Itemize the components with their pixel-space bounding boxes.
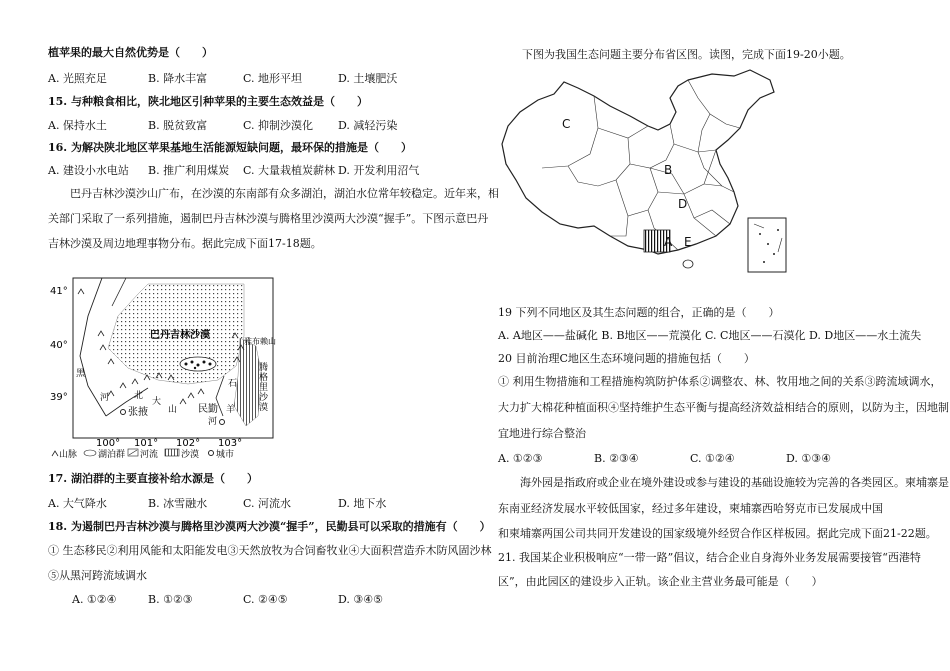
q17-option-b: B. 冰雪融水 — [148, 497, 208, 510]
q17-option-d: D. 地下水 — [338, 497, 387, 510]
svg-text:腾: 腾 — [259, 363, 269, 373]
svg-text:城市: 城市 — [216, 450, 235, 460]
q21-line-2: 区”，由此园区的建设步入正轨。该企业主营业务最可能是（ ） — [498, 575, 823, 588]
lon-label-102: 102° — [176, 438, 201, 449]
lat-label-41: 41° — [50, 286, 68, 297]
map-letter-c: C — [562, 117, 571, 131]
q18-line-3: ⑤从黑河跨流域调水 — [48, 569, 147, 582]
map-letter-e: E — [684, 235, 692, 249]
svg-text:里: 里 — [259, 383, 269, 393]
q16-option-d: D. 开发利用沼气 — [338, 164, 420, 177]
q15-option-a: A. 保持水土 — [48, 119, 107, 132]
q14-option-b: B. 降水丰富 — [148, 72, 208, 85]
svg-text:北: 北 — [134, 391, 144, 401]
svg-text:河: 河 — [100, 393, 110, 403]
q18-stem: 18. 为遏制巴丹吉林沙漠与腾格里沙漠两大沙漠“握手”，民勤县可以采取的措施有（ ） — [48, 520, 491, 533]
q17-option-a: A. 大气降水 — [48, 497, 107, 510]
passage2-line-1: 海外园是指政府或企业在境外建设或参与建设的基础设施较为完善的各类园区。柬埔寨是 — [520, 476, 949, 489]
desert-label-badain: 巴丹吉林沙漠 — [150, 330, 210, 341]
lat-label-39: 39° — [50, 392, 68, 403]
q14-option-a: A. 光照充足 — [48, 72, 107, 85]
passage2-line-3: 和柬埔寨两国公司共同开发建设的国家级境外经贸合作区样板园。据此完成下面21-22题。 — [498, 527, 937, 540]
q20-option-a: A. ①②③ — [498, 452, 543, 465]
passage-line-3: 吉林沙漠及周边地理事物分布。据此完成下面17-18题。 — [48, 237, 322, 250]
map-legend — [52, 448, 234, 460]
svg-text:沙漠: 沙漠 — [181, 450, 200, 460]
q18-option-c: C. ②④⑤ — [243, 593, 288, 606]
city-label-minqin: 民勤 — [198, 404, 218, 415]
q19-intro: 下图为我国生态问题主要分布省区图。读图，完成下面19-20小题。 — [522, 48, 851, 61]
svg-text:湖泊群: 湖泊群 — [98, 450, 126, 460]
desert-label-tengger — [259, 362, 269, 413]
lon-label-103: 103° — [218, 438, 243, 449]
q14-stem: 植苹果的最大自然优势是（ ） — [48, 46, 213, 59]
q16-stem: 16. 为解决陕北地区苹果基地生活能源短缺问题，最环保的措施是（ ） — [48, 141, 412, 154]
city-label-zhangye: 张掖 — [128, 407, 148, 418]
map-letter-a: A — [664, 235, 673, 249]
q18-option-a: A. ①②④ — [72, 593, 117, 606]
svg-text:山脉: 山脉 — [59, 450, 78, 460]
svg-text:雅布赖山: 雅布赖山 — [244, 337, 276, 346]
q20-option-b: B. ②③④ — [594, 452, 639, 465]
passage-line-2: 关部门采取了一系列措施，遏制巴丹吉林沙漠与腾格里沙漠两大沙漠“握手”。下图示意巴丹 — [48, 212, 489, 225]
q15-option-b: B. 脱贫致富 — [148, 119, 208, 132]
q20-option-c: C. ①②④ — [690, 452, 735, 465]
q17-option-c: C. 河流水 — [243, 497, 292, 510]
q14-option-c: C. 地形平坦 — [243, 72, 303, 85]
q20-line-1: ① 利用生物措施和工程措施构筑防护体系②调整农、林、牧用地之间的关系③跨流域调水， — [498, 375, 942, 388]
svg-text:石: 石 — [228, 379, 238, 389]
q16-option-a: A. 建设小水电站 — [48, 164, 129, 177]
q20-line-3: 宜地进行综合整治 — [498, 427, 586, 440]
svg-text:河: 河 — [208, 417, 218, 427]
svg-text:沙: 沙 — [259, 393, 269, 403]
q19-options: A. A地区——盐碱化 B. B地区——荒漠化 C. C地区——石漠化 D. D地区——水土流失 — [498, 329, 922, 342]
lat-label-40: 40° — [50, 340, 68, 351]
q16-option-b: B. 推广利用煤炭 — [148, 164, 230, 177]
q20-line-2: 大力扩大棉花种植面积④坚持维护生态平衡与提高经济效益相结合的原则，以防为主，因地制 — [498, 401, 949, 414]
passage2-line-2: 东南亚经济发展水平较低国家，经过多年建设，柬埔寨西哈努克市已发展成中国 — [498, 502, 883, 515]
passage-line-1: 巴丹吉林沙漠沙山广布，在沙漠的东南部有众多湖泊，湖泊水位常年较稳定。近年来，相 — [70, 187, 499, 200]
lon-label-100: 100° — [96, 438, 121, 449]
q20-stem: 20 目前治理C地区生态环境问题的措施包括（ ） — [498, 352, 755, 365]
q18-option-b: B. ①②③ — [148, 593, 193, 606]
q19-stem: 19 下列不同地区及其生态问题的组合，正确的是（ ） — [498, 306, 780, 319]
q16-option-c: C. 大量栽植炭薪林 — [243, 164, 336, 177]
svg-text:山: 山 — [168, 405, 178, 415]
city-zhangye-marker — [121, 410, 126, 415]
china-outline — [502, 70, 774, 254]
china-ecology-map — [498, 68, 798, 278]
svg-text:格: 格 — [259, 373, 269, 383]
map-letter-d: D — [678, 197, 688, 211]
q21-line-1: 21. 我国某企业积极响应“一带一路”倡议，结合企业自身海外业务发展需要接管“西港特 — [498, 551, 921, 564]
q20-option-d: D. ①③④ — [786, 452, 832, 465]
q15-option-d: D. 减轻污染 — [338, 119, 398, 132]
city-minqin-marker — [220, 420, 225, 425]
helan-label — [244, 336, 276, 346]
svg-text:河流: 河流 — [140, 450, 159, 460]
q14-option-d: D. 土壤肥沃 — [338, 72, 398, 85]
svg-text:羊: 羊 — [226, 405, 236, 415]
q15-option-c: C. 抑制沙漠化 — [243, 119, 314, 132]
q18-option-d: D. ③④⑤ — [338, 593, 384, 606]
q15-stem: 15. 与种粮食相比，陕北地区引种苹果的主要生态效益是（ ） — [48, 95, 368, 108]
q18-line-2: ① 生态移民②利用风能和太阳能发电③天然放牧为合饲畜牧业④大面积营造乔木防风固沙林 — [48, 544, 492, 557]
lon-label-101: 101° — [134, 438, 159, 449]
svg-text:漠: 漠 — [259, 403, 269, 413]
q17-stem: 17. 湖泊群的主要直接补给水源是（ ） — [48, 472, 258, 485]
svg-text:大: 大 — [152, 397, 162, 407]
map-letter-b: B — [664, 163, 673, 177]
badain-jaran-map — [48, 276, 278, 462]
svg-text:黑: 黑 — [76, 369, 86, 379]
